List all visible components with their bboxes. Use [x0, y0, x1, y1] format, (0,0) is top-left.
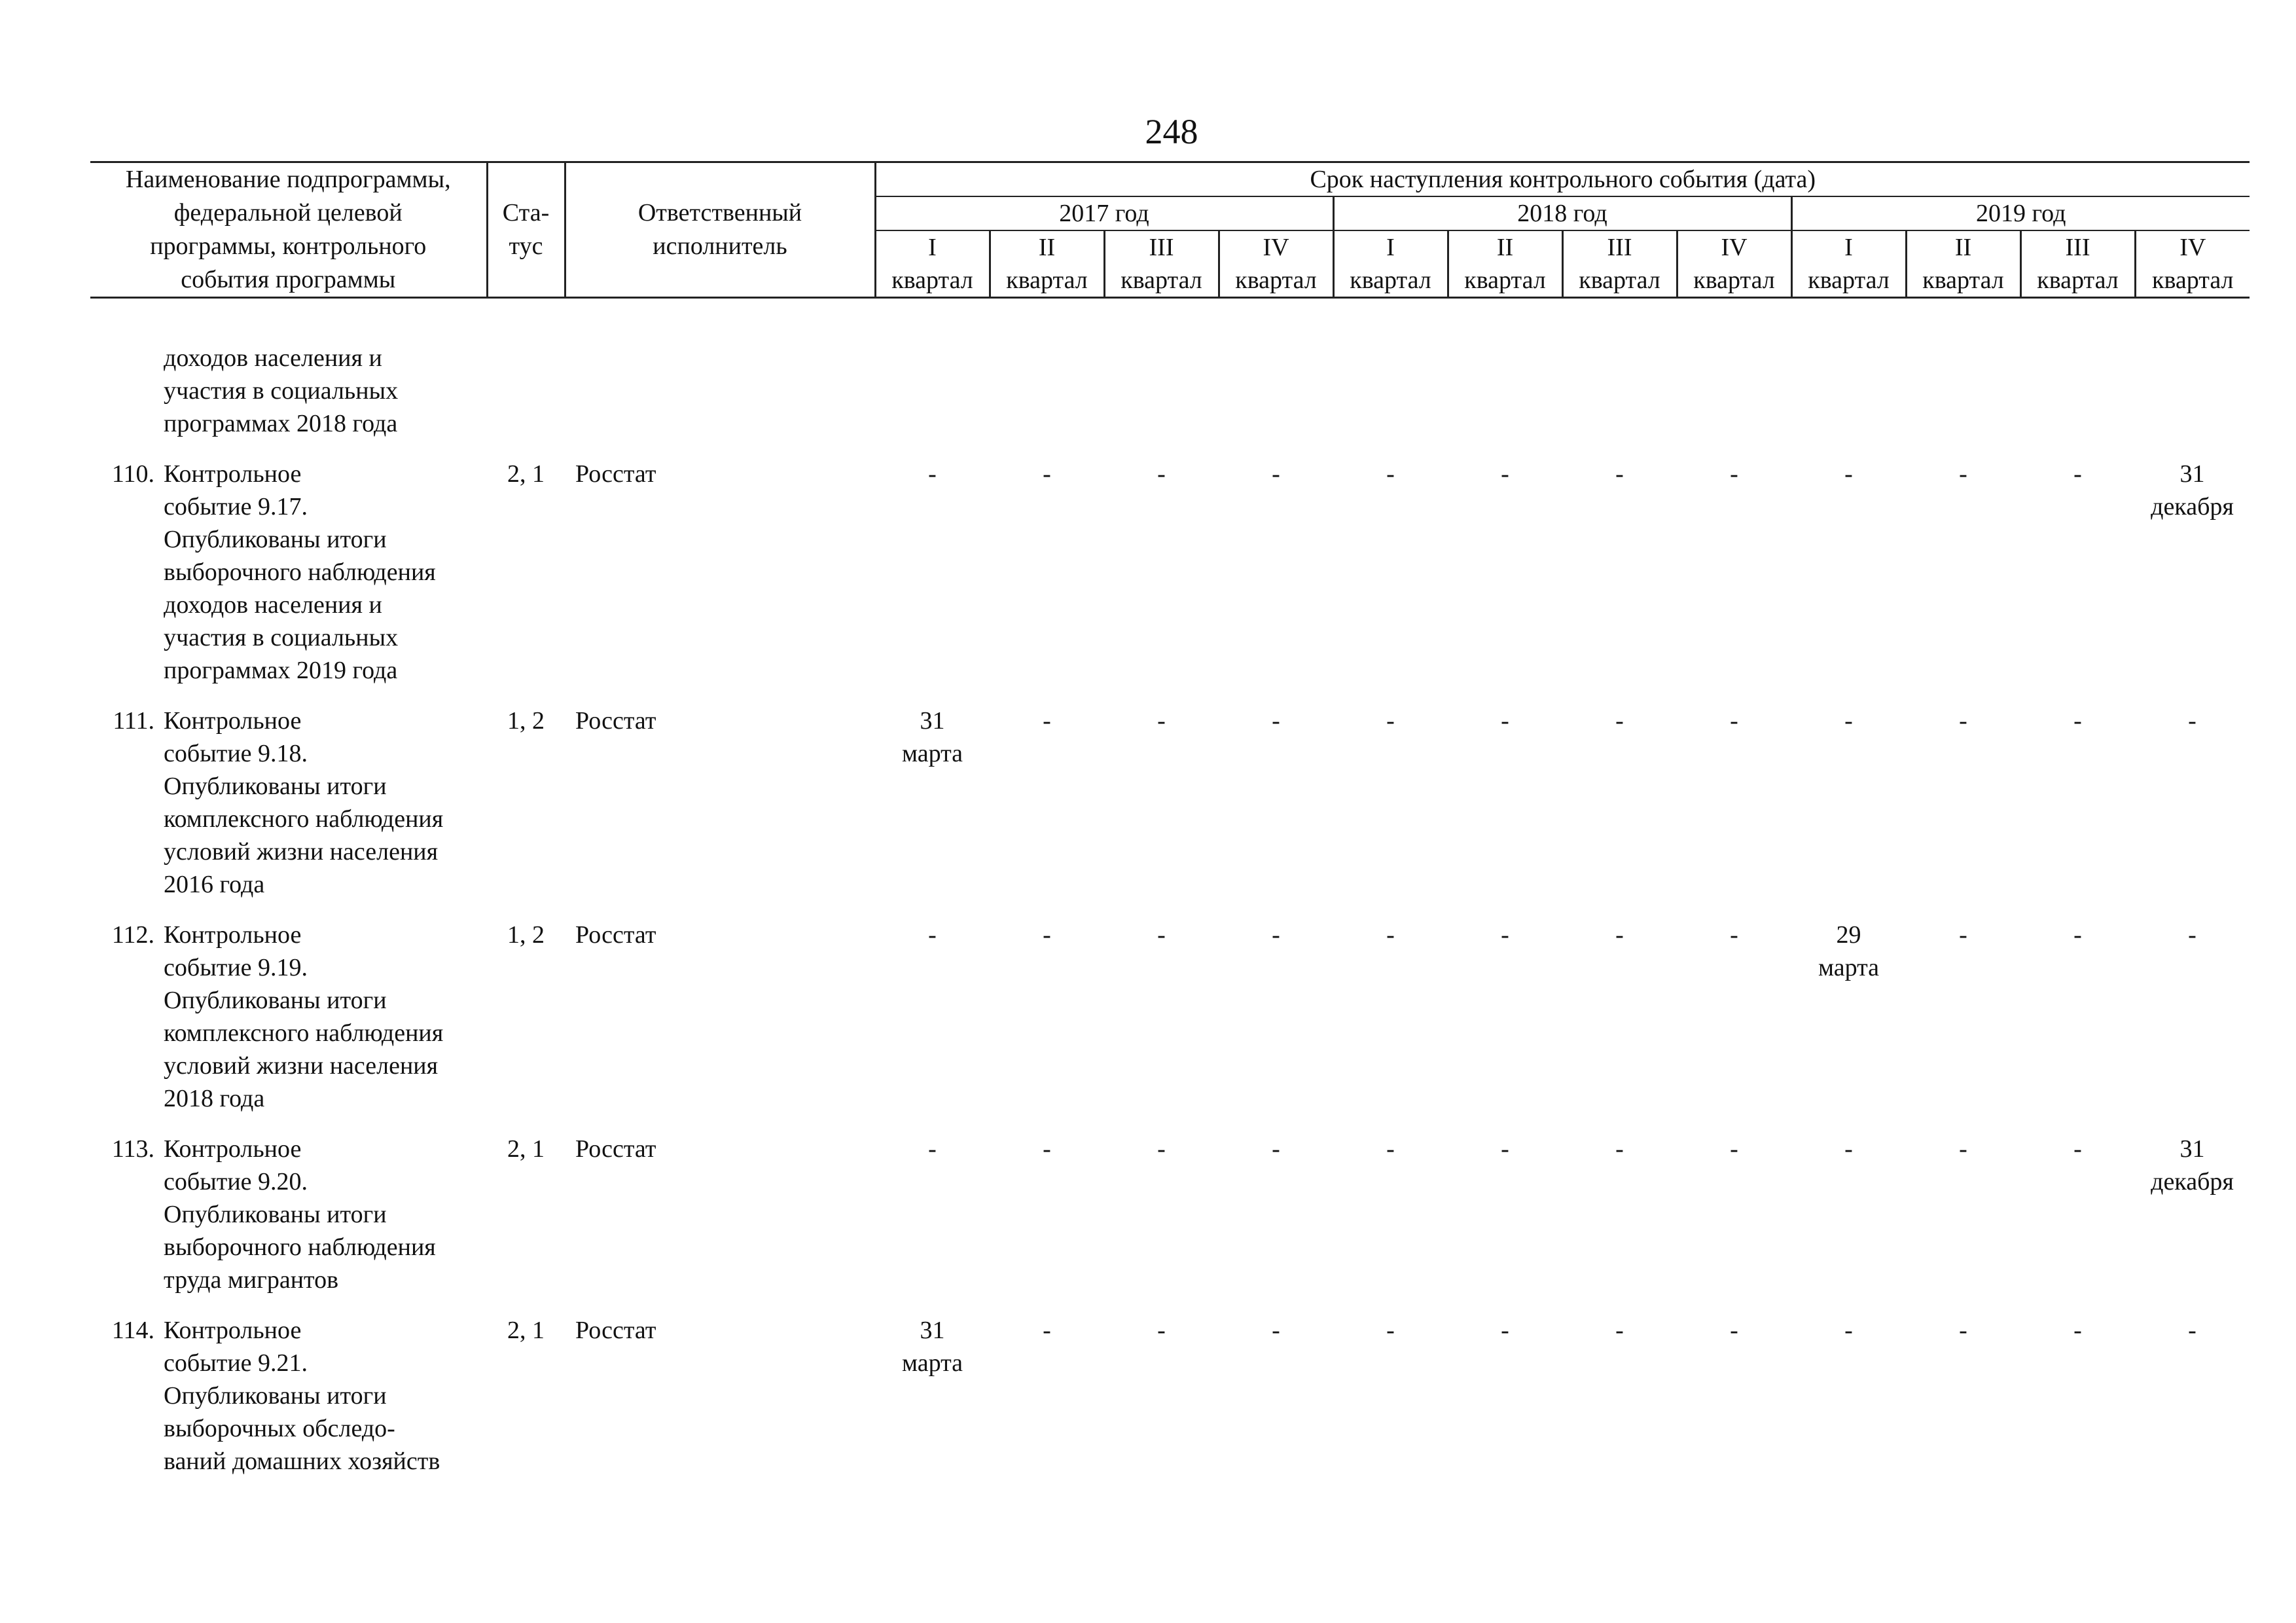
responsible-executor: Росстат: [575, 1135, 656, 1163]
control-events-table: [90, 161, 2250, 1495]
responsible-executor: Росстат: [575, 460, 656, 488]
quarter-deadline-cell: [1562, 298, 1677, 458]
quarter-deadline-cell: -: [1959, 921, 1967, 949]
responsible-executor: Росстат: [575, 707, 656, 735]
quarter-deadline-cell: -: [2188, 1317, 2197, 1344]
quarter-deadline-cell: [2135, 298, 2250, 458]
event-status: 1, 2: [507, 707, 545, 735]
quarter-deadline-cell: [2020, 298, 2135, 458]
quarter-deadline-cell: -: [1959, 707, 1967, 735]
quarter-deadline-cell: -: [1272, 460, 1280, 488]
quarter-deadline-cell: -: [1730, 1317, 1738, 1344]
quarter-deadline-cell: [1219, 298, 1333, 458]
quarter-deadline-cell: 31 декабря: [2151, 1135, 2234, 1195]
event-name: Контрольное событие 9.20. Опубликованы итоги выборочного наблюдения труда мигрантов: [164, 1135, 436, 1294]
responsible-executor: [565, 298, 875, 458]
quarter-deadline-cell: -: [2073, 1317, 2082, 1344]
event-name: доходов населения и участия в социальных программах 2018 года: [164, 344, 399, 437]
quarter-deadline-cell: -: [1501, 707, 1509, 735]
quarter-deadline-cell: -: [1157, 460, 1166, 488]
quarter-deadline-cell: -: [1386, 1135, 1395, 1163]
quarter-deadline-cell: -: [1615, 1317, 1624, 1344]
quarter-deadline-cell: -: [1501, 460, 1509, 488]
header-quarter-9: I квартал: [1791, 230, 1906, 298]
quarter-deadline-cell: -: [1157, 1317, 1166, 1344]
quarter-deadline-cell: 31 декабря: [2151, 460, 2234, 520]
quarter-deadline-cell: [990, 298, 1104, 458]
quarter-deadline-cell: 31 марта: [901, 707, 963, 767]
table-header: [90, 162, 2250, 298]
row-number: [90, 298, 164, 458]
row-number: 113.: [111, 1135, 154, 1163]
quarter-deadline-cell: -: [2073, 460, 2082, 488]
header-quarter-11: III квартал: [2020, 230, 2135, 298]
quarter-deadline-cell: -: [1730, 460, 1738, 488]
event-status: [487, 298, 565, 458]
quarter-deadline-cell: -: [1730, 1135, 1738, 1163]
quarter-deadline-cell: -: [928, 460, 937, 488]
header-name-column: Наименование подпрограммы, федеральной целевой программы, контрольного события программы: [90, 162, 487, 298]
table-row: [90, 1133, 2250, 1314]
quarter-deadline-cell: -: [1386, 921, 1395, 949]
quarter-deadline-cell: -: [1730, 707, 1738, 735]
header-year-2017: 2017 год: [875, 196, 1333, 230]
quarter-deadline-cell: -: [1157, 1135, 1166, 1163]
event-name: Контрольное событие 9.19. Опубликованы итоги комплексного наблюдения условий жизни населения 2018 года: [164, 921, 444, 1112]
header-status-column: Ста- тус: [487, 162, 565, 298]
header-quarter-1: I квартал: [875, 230, 990, 298]
quarter-deadline-cell: -: [1157, 707, 1166, 735]
table-row: [90, 919, 2250, 1133]
quarter-deadline-cell: [1104, 298, 1219, 458]
quarter-deadline-cell: -: [1272, 921, 1280, 949]
quarter-deadline-cell: -: [1043, 460, 1051, 488]
page-number: 248: [1145, 112, 1198, 151]
quarter-deadline-cell: -: [1157, 921, 1166, 949]
table-row: [90, 458, 2250, 704]
row-number: 111.: [113, 707, 154, 735]
quarter-deadline-cell: -: [2073, 707, 2082, 735]
quarter-deadline-cell: -: [1501, 921, 1509, 949]
quarter-deadline-cell: -: [1501, 1135, 1509, 1163]
event-name: Контрольное событие 9.17. Опубликованы итоги выборочного наблюдения доходов населения и участия в социальных программах 2019 года: [164, 460, 436, 684]
quarter-deadline-cell: -: [1043, 1317, 1051, 1344]
event-status: 2, 1: [507, 1135, 545, 1163]
quarter-deadline-cell: -: [928, 921, 937, 949]
event-name: Контрольное событие 9.18. Опубликованы итоги комплексного наблюдения условий жизни населения 2016 года: [164, 707, 444, 898]
event-status: 2, 1: [507, 1317, 545, 1344]
event-status: 1, 2: [507, 921, 545, 949]
header-quarter-5: I квартал: [1333, 230, 1448, 298]
table-body: [90, 298, 2250, 1496]
quarter-deadline-cell: -: [928, 1135, 937, 1163]
quarter-deadline-cell: -: [1615, 707, 1624, 735]
quarter-deadline-cell: -: [1043, 707, 1051, 735]
quarter-deadline-cell: -: [1844, 1135, 1853, 1163]
header-deadline-group: Срок наступления контрольного события (дата): [875, 162, 2250, 197]
quarter-deadline-cell: -: [1043, 1135, 1051, 1163]
quarter-deadline-cell: -: [1386, 1317, 1395, 1344]
quarter-deadline-cell: [875, 298, 990, 458]
row-number: 112.: [111, 921, 154, 949]
quarter-deadline-cell: -: [1501, 1317, 1509, 1344]
quarter-deadline-cell: -: [1959, 1135, 1967, 1163]
header-quarter-7: III квартал: [1562, 230, 1677, 298]
table-row: [90, 1314, 2250, 1495]
table-row: [90, 298, 2250, 458]
quarter-deadline-cell: -: [1959, 1317, 1967, 1344]
quarter-deadline-cell: -: [1615, 921, 1624, 949]
event-name: Контрольное событие 9.21. Опубликованы итоги выборочных обследо- ваний домашних хозяйств: [164, 1317, 440, 1475]
header-quarter-8: IV квартал: [1677, 230, 1791, 298]
quarter-deadline-cell: -: [1272, 1135, 1280, 1163]
quarter-deadline-cell: [1448, 298, 1562, 458]
quarter-deadline-cell: -: [2073, 1135, 2082, 1163]
quarter-deadline-cell: -: [1386, 707, 1395, 735]
quarter-deadline-cell: 29 марта: [1818, 921, 1880, 981]
header-executor-column: Ответственный исполнитель: [565, 162, 875, 298]
header-quarter-10: II квартал: [1906, 230, 2020, 298]
quarter-deadline-cell: [1906, 298, 2020, 458]
quarter-deadline-cell: [1677, 298, 1791, 458]
quarter-deadline-cell: -: [1272, 707, 1280, 735]
quarter-deadline-cell: -: [1844, 707, 1853, 735]
quarter-deadline-cell: -: [1615, 460, 1624, 488]
responsible-executor: Росстат: [575, 1317, 656, 1344]
quarter-deadline-cell: -: [1844, 1317, 1853, 1344]
row-number: 110.: [111, 460, 154, 488]
quarter-deadline-cell: -: [1730, 921, 1738, 949]
quarter-deadline-cell: -: [1272, 1317, 1280, 1344]
header-quarter-12: IV квартал: [2135, 230, 2250, 298]
quarter-deadline-cell: -: [2188, 921, 2197, 949]
quarter-deadline-cell: -: [1615, 1135, 1624, 1163]
header-quarter-3: III квартал: [1104, 230, 1219, 298]
header-year-2019: 2019 год: [1791, 196, 2250, 230]
header-quarter-2: II квартал: [990, 230, 1104, 298]
header-quarter-4: IV квартал: [1219, 230, 1333, 298]
quarter-deadline-cell: -: [1043, 921, 1051, 949]
quarter-deadline-cell: 31 марта: [901, 1317, 963, 1377]
quarter-deadline-cell: [1791, 298, 1906, 458]
quarter-deadline-cell: -: [1959, 460, 1967, 488]
quarter-deadline-cell: -: [2188, 707, 2197, 735]
quarter-deadline-cell: -: [1386, 460, 1395, 488]
responsible-executor: Росстат: [575, 921, 656, 949]
header-year-2018: 2018 год: [1333, 196, 1791, 230]
row-number: 114.: [111, 1317, 154, 1344]
header-quarter-6: II квартал: [1448, 230, 1562, 298]
quarter-deadline-cell: -: [2073, 921, 2082, 949]
event-status: 2, 1: [507, 460, 545, 488]
quarter-deadline-cell: [1333, 298, 1448, 458]
quarter-deadline-cell: -: [1844, 460, 1853, 488]
table-row: [90, 704, 2250, 919]
